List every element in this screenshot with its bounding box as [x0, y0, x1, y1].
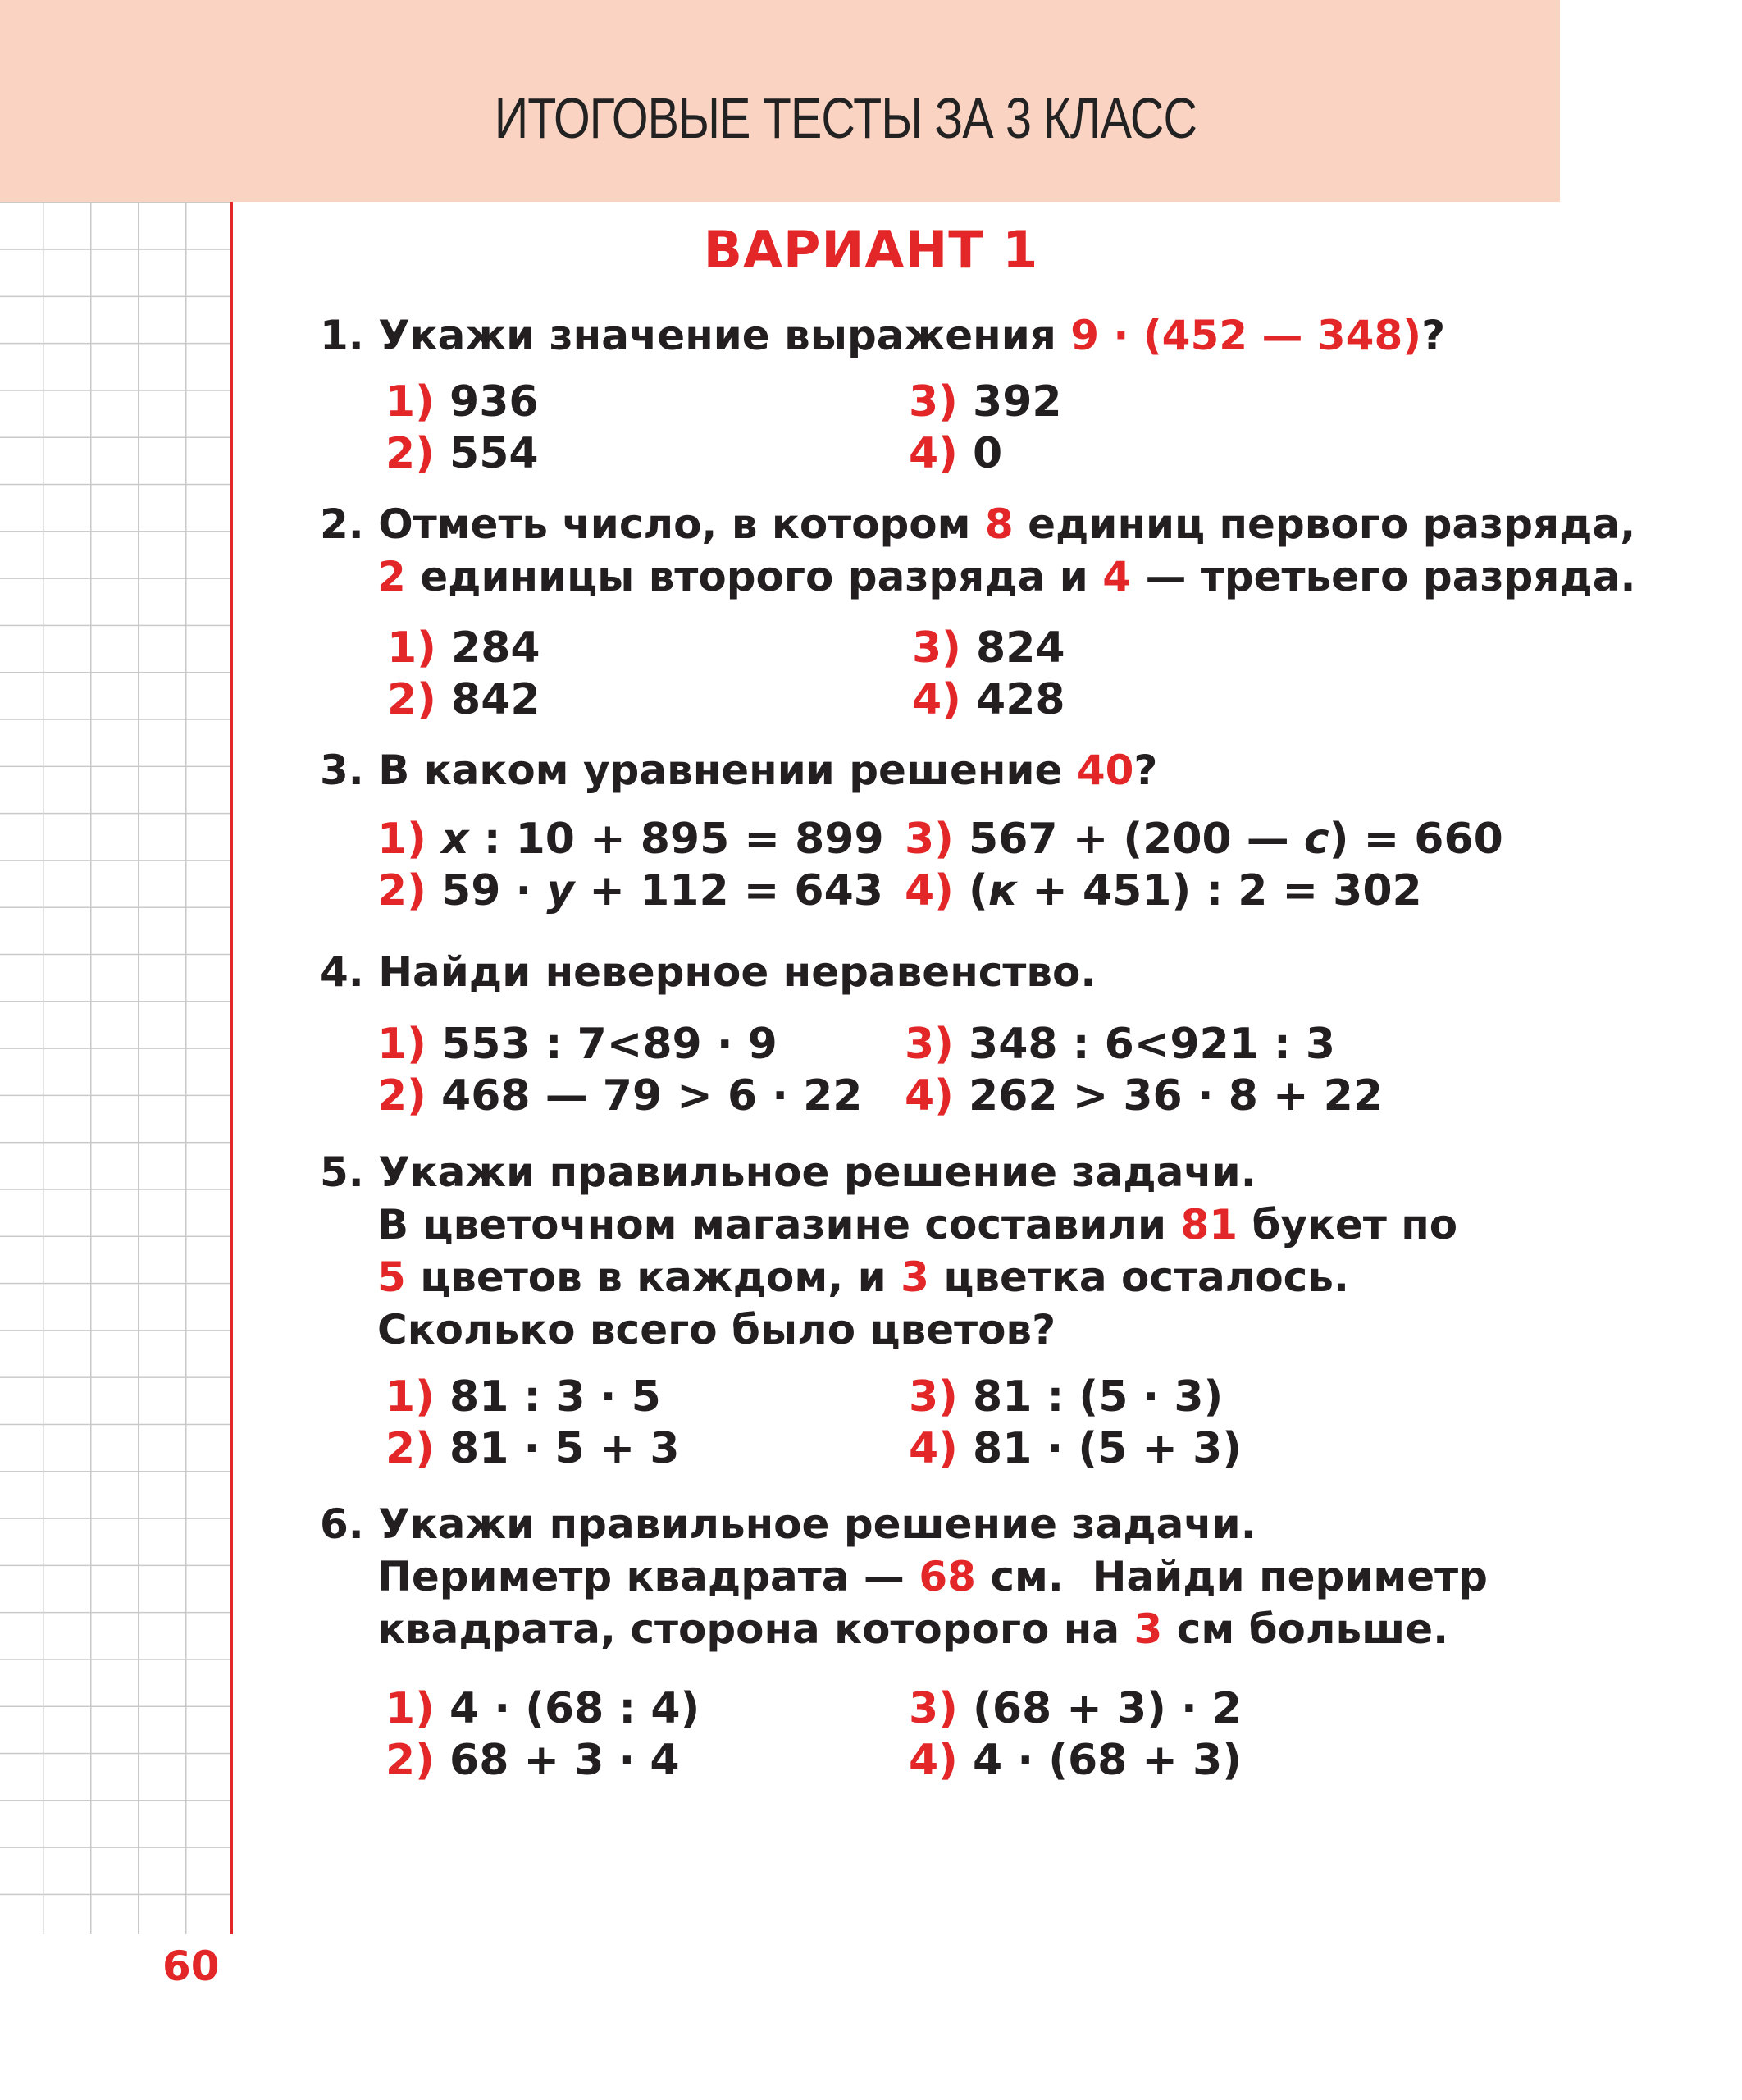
q3-option-3[interactable]: 3) 567 + (200 — с) = 660	[905, 815, 1503, 864]
q4-option-4[interactable]: 4) 262 > 36 · 8 + 22	[905, 1071, 1384, 1121]
q6-option-1[interactable]: 1) 4 · (68 : 4)	[385, 1684, 700, 1733]
page-title: ИТОГОВЫЕ ТЕСТЫ ЗА 3 КЛАСС	[494, 86, 1197, 150]
q3-option-4[interactable]: 4) (к + 451) : 2 = 302	[905, 866, 1422, 915]
q5-option-2[interactable]: 2) 81 · 5 + 3	[385, 1424, 680, 1473]
q1-option-4[interactable]: 4) 0	[909, 429, 1003, 478]
question-1-suffix: ?	[1421, 312, 1446, 359]
question-5-line-3: 5 цветов в каждом, и 3 цветка осталось.	[377, 1253, 1349, 1301]
question-2-line-2: 2 единицы второго разряда и 4 — третьего разряда.	[377, 553, 1636, 600]
question-1	[320, 312, 1446, 359]
q2-option-2[interactable]: 2) 842	[387, 675, 540, 724]
q6-option-2[interactable]: 2) 68 + 3 · 4	[385, 1736, 680, 1785]
q4-option-1[interactable]: 1) 553 : 7<89 · 9	[377, 1020, 778, 1069]
q1-option-1[interactable]: 1) 936	[385, 377, 539, 427]
question-5-line-1: 5. Укажи правильное решение задачи.	[320, 1148, 1256, 1196]
q4-option-2[interactable]: 2) 468 — 79 > 6 · 22	[377, 1071, 863, 1121]
question-2-line-1: 2. Отметь число, в котором 8 единиц первого разряда,	[320, 500, 1636, 548]
q5-option-1[interactable]: 1) 81 : 3 · 5	[385, 1372, 661, 1422]
question-6-line-3: квадрата, сторона которого на 3 см больше.	[377, 1605, 1449, 1653]
question-5-line-4: Сколько всего было цветов?	[377, 1306, 1056, 1354]
q2-option-3[interactable]: 3) 824	[912, 623, 1065, 673]
question-6-line-1: 6. Укажи правильное решение задачи.	[320, 1500, 1256, 1548]
question-5-line-2: В цветочном магазине составили 81 букет по	[377, 1201, 1458, 1249]
q1-option-2[interactable]: 2) 554	[385, 429, 539, 478]
q5-option-4[interactable]: 4) 81 · (5 + 3)	[909, 1424, 1243, 1473]
question-4: 4. Найди неверное неравенство.	[320, 948, 1097, 996]
q1-option-3[interactable]: 3) 392	[909, 377, 1062, 427]
q4-option-3[interactable]: 3) 348 : 6<921 : 3	[905, 1020, 1336, 1069]
q6-option-4[interactable]: 4) 4 · (68 + 3)	[909, 1736, 1243, 1785]
page-number: 60	[162, 1942, 220, 1990]
question-1-text: 1. Укажи значение выражения	[320, 312, 1071, 359]
variant-title: ВАРИАНТ 1	[703, 220, 1039, 280]
q5-option-3[interactable]: 3) 81 : (5 · 3)	[909, 1372, 1224, 1422]
q2-option-1[interactable]: 1) 284	[387, 623, 540, 673]
question-6-line-2: Периметр квадрата — 68 см. Найди периметр	[377, 1553, 1488, 1600]
q6-option-3[interactable]: 3) (68 + 3) · 2	[909, 1684, 1243, 1733]
q3-option-1[interactable]: 1) x : 10 + 895 = 899	[377, 815, 884, 864]
q2-option-4[interactable]: 4) 428	[912, 675, 1065, 724]
question-3: 3. В каком уравнении решение 40?	[320, 746, 1158, 794]
question-1-expression: 9 · (452 — 348)	[1070, 312, 1422, 359]
q3-option-2[interactable]: 2) 59 · y + 112 = 643	[377, 866, 883, 915]
